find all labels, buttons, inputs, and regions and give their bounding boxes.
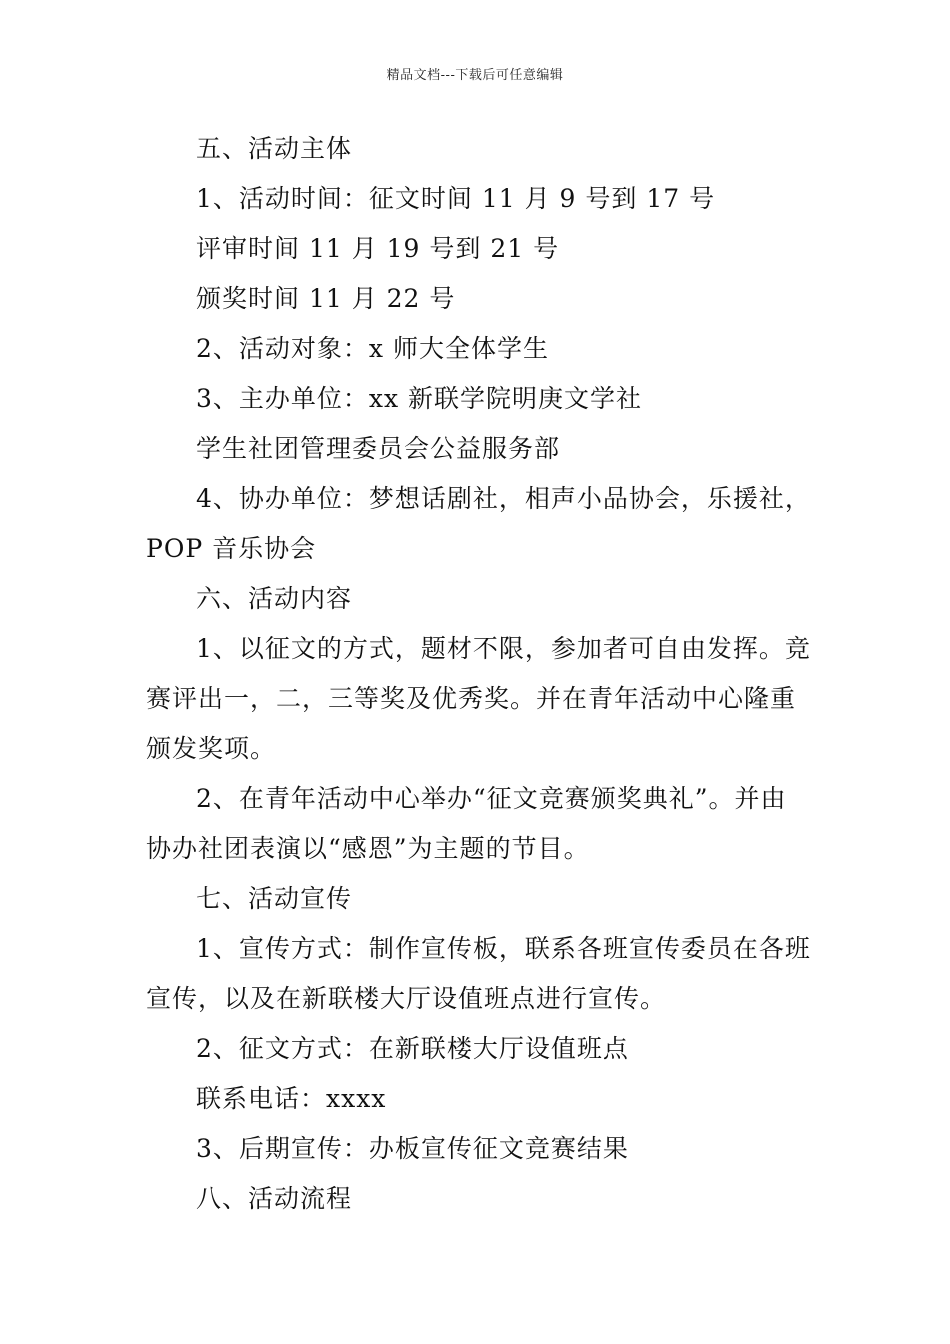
paragraph-line: 学生社团管理委员会公益服务部 <box>196 434 561 463</box>
paragraph-line: 1、以征文的方式，题材不限，参加者可自由发挥。竞 <box>196 634 811 663</box>
paragraph-line: 评审时间 11 月 19 号到 21 号 <box>196 234 560 263</box>
paragraph-line: 2、在青年活动中心举办“征文竞赛颁奖典礼”。并由 <box>196 784 787 813</box>
paragraph-line: 赛评出一，二，三等奖及优秀奖。并在青年活动中心隆重 <box>146 684 797 713</box>
page-header: 精品文档---下载后可任意编辑 <box>386 68 564 83</box>
paragraph-line: 1、活动时间：征文时间 11 月 9 号到 17 号 <box>196 184 716 213</box>
section-heading-7: 七、活动宣传 <box>196 884 353 913</box>
section-heading-8: 八、活动流程 <box>196 1184 353 1213</box>
paragraph-line: 2、征文方式：在新联楼大厅设值班点 <box>196 1034 629 1063</box>
paragraph-line: 1、宣传方式：制作宣传板，联系各班宣传委员在各班 <box>196 934 811 963</box>
paragraph-line: 2、活动对象：x 师大全体学生 <box>196 334 549 363</box>
paragraph-line: 协办社团表演以“感恩”为主题的节目。 <box>146 834 590 863</box>
section-heading-6: 六、活动内容 <box>196 584 353 613</box>
paragraph-line: 颁发奖项。 <box>146 734 277 763</box>
paragraph-line: 联系电话：xxxx <box>196 1084 387 1113</box>
paragraph-line: 3、后期宣传：办板宣传征文竞赛结果 <box>196 1134 629 1163</box>
paragraph-line: 3、主办单位：xx 新联学院明庚文学社 <box>196 384 643 413</box>
paragraph-line: 4、协办单位：梦想话剧社，相声小品协会，乐援社， <box>196 484 811 513</box>
section-heading-5: 五、活动主体 <box>196 134 353 163</box>
paragraph-line: 颁奖时间 11 月 22 号 <box>196 284 456 313</box>
paragraph-line: 宣传，以及在新联楼大厅设值班点进行宣传。 <box>146 984 667 1013</box>
paragraph-line: POP 音乐协会 <box>146 534 317 563</box>
